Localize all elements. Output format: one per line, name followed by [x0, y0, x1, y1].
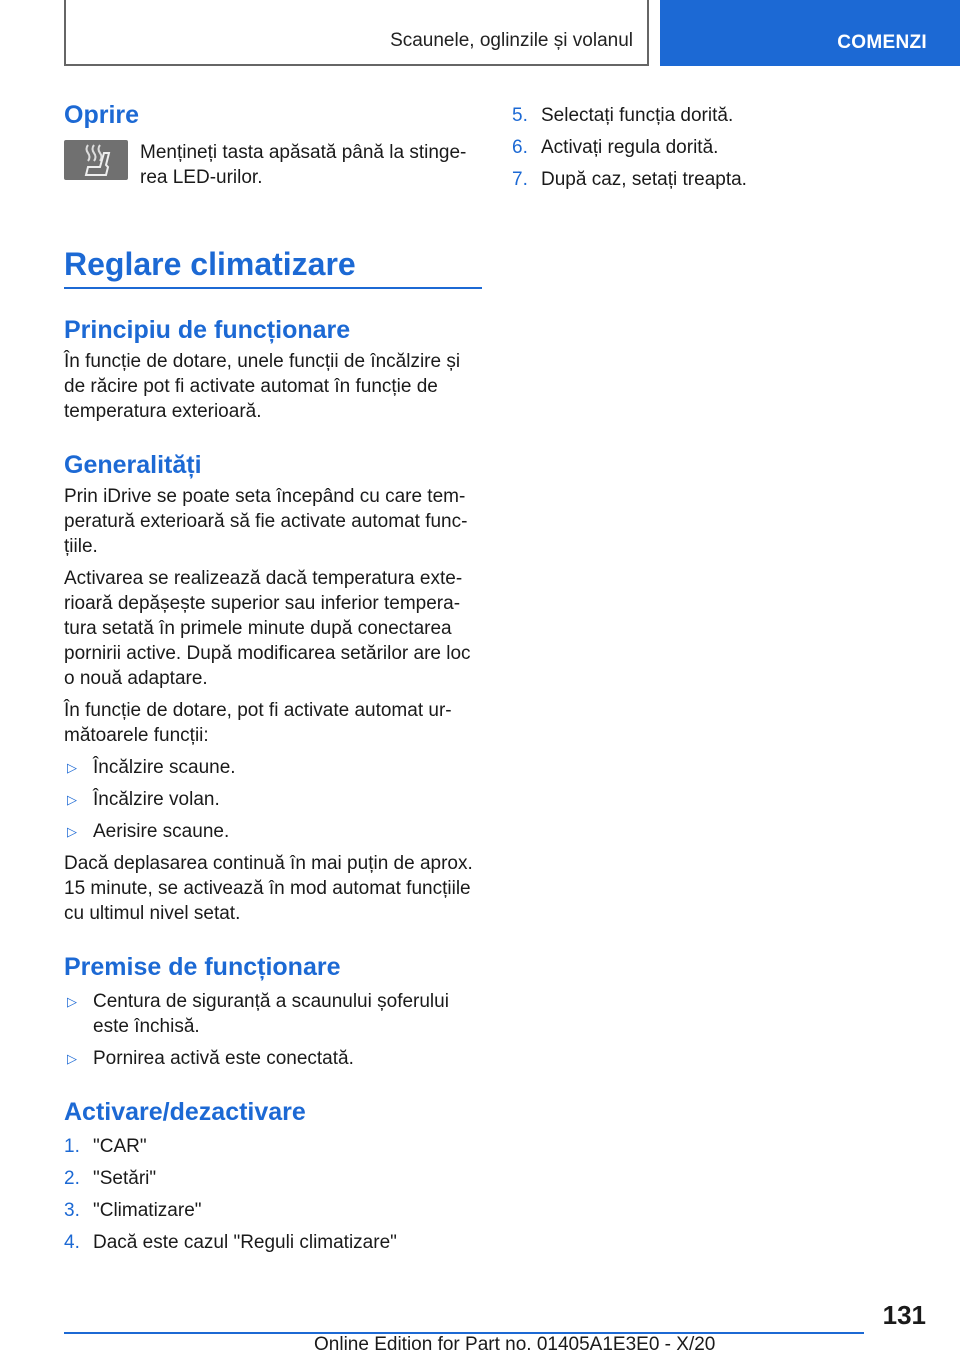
main-heading: Reglare climatizare	[64, 246, 482, 289]
list-item: 7. După caz, setați treapta.	[512, 169, 747, 190]
generalitati-bullet-list	[64, 755, 482, 844]
activare-steps-left	[64, 1134, 482, 1255]
footer-edition: Online Edition for Part no. 01405A1E3E0 - X/20	[314, 1334, 716, 1355]
seat-heating-button-icon	[64, 140, 128, 180]
generalitati-paragraph-4: Dacă deplasarea continuă în mai puțin de aprox. 15 minute, se activează în mod automat funcțiile cu ultimul nivel setat.	[64, 853, 473, 924]
oprire-row	[64, 140, 482, 190]
section-title: Scaunele, oglinzile și volanul	[390, 30, 633, 51]
list-item: 6. Activați regula dorită.	[512, 137, 719, 158]
triangle-bullet-icon: ▷	[67, 792, 77, 807]
list-item: ▷ Încălzire volan.	[64, 787, 482, 812]
principiu-heading: Principiu de funcționare	[64, 316, 351, 344]
list-item: 1. "CAR"	[64, 1136, 147, 1157]
list-item: ▷ Aerisire scaune.	[64, 819, 482, 844]
generalitati-paragraph-3: În funcție de dotare, pot fi activate automat ur-mătoarele funcții:	[64, 700, 452, 746]
section-header	[64, 0, 649, 66]
right-column	[512, 100, 912, 192]
page-number: 131	[882, 1300, 926, 1330]
list-item: 2. "Setări"	[64, 1168, 157, 1189]
triangle-bullet-icon: ▷	[67, 760, 77, 775]
oprire-heading: Oprire	[64, 101, 140, 129]
list-item: 5. Selectați funcția dorită.	[512, 105, 734, 126]
triangle-bullet-icon: ▷	[67, 994, 77, 1009]
list-item: ▷ Încălzire scaune.	[64, 755, 482, 780]
triangle-bullet-icon: ▷	[67, 1051, 77, 1066]
activare-steps-right	[512, 103, 912, 192]
list-item: ▷ Pornirea activă este conectată.	[64, 1046, 482, 1071]
premise-bullet-list	[64, 989, 482, 1071]
triangle-bullet-icon: ▷	[67, 824, 77, 839]
left-column	[64, 100, 482, 1255]
activare-heading: Activare/dezactivare	[64, 1098, 306, 1126]
list-item: ▷ Centura de siguranță a scaunului șoferului este închisă.	[64, 989, 482, 1039]
premise-heading: Premise de funcționare	[64, 953, 341, 981]
list-item: 3. "Climatizare"	[64, 1200, 202, 1221]
oprire-text: Mențineți tasta apăsată până la stinge-rea LED-urilor.	[140, 142, 467, 188]
principiu-text: În funcție de dotare, unele funcții de încălzire și de răcire pot fi activate automat în funcție de temperatura exterioară.	[64, 351, 461, 422]
list-item: 4. Dacă este cazul "Reguli climatizare"	[64, 1232, 397, 1253]
generalitati-paragraph-1: Prin iDrive se poate seta începând cu care tem-peratură exterioară să fie activate automat func-țiile.	[64, 486, 468, 557]
chapter-title: COMENZI	[837, 32, 927, 53]
chapter-header	[660, 0, 960, 66]
generalitati-paragraph-2: Activarea se realizează dacă temperatura exte-rioară depășește superior sau inferior tempera-tura setată în primele minute după conectarea pornirii active. După modificarea setărilor are loc o nouă adaptare.	[64, 568, 471, 689]
generalitati-heading: Generalități	[64, 451, 202, 479]
